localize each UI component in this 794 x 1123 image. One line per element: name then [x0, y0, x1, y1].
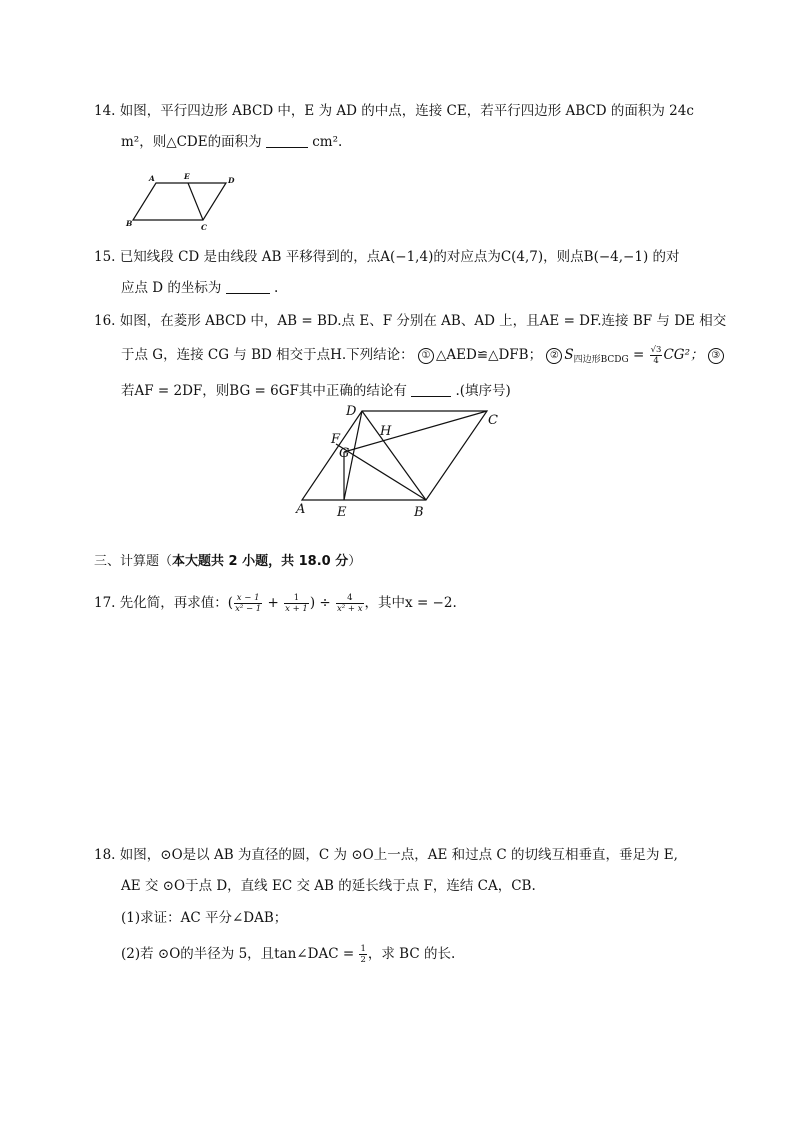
q18-text-4b: ，求 BC 的长. — [367, 946, 456, 962]
q14-label-E: E — [184, 172, 190, 181]
q18-text-1: 如图，⊙O是以 AB 为直径的圆，C 为 ⊙O上一点，AE 和过点 C 的切线互相垂直，垂足为 E, — [119, 847, 678, 863]
q18-line1 — [94, 845, 678, 865]
q16-label-B: B — [414, 505, 424, 520]
q16-text-3b: .(填序号) — [455, 383, 511, 399]
q15-text-1: 已知线段 CD 是由线段 AB 平移得到的，点A(−1,4)的对应点为C(4,7)，则点B(−4,−1) 的对 — [119, 249, 680, 265]
q18-text-2: AE 交 ⊙O于点 D，直线 EC 交 AB 的延长线于点 F，连结 CA，CB. — [121, 878, 536, 894]
q14-text-1: 如图，平行四边形 ABCD 中，E 为 AD 的中点，连接 CE，若平行四边形 ABCD 的面积为 24c — [119, 103, 694, 119]
q17-fraction-1 — [234, 593, 262, 614]
q16-rhombus-figure — [302, 411, 487, 500]
q15-line2 — [121, 278, 278, 298]
q17-f2-top: 1 — [284, 593, 309, 604]
q18-line3 — [121, 908, 287, 928]
q16-circle-1: ① — [418, 348, 434, 364]
q17-fraction-2 — [284, 593, 309, 614]
q15-number: 15. — [94, 249, 116, 265]
q14-text-2a: m²，则△CDE的面积为 — [121, 134, 262, 150]
section-3-bold: 本大题共 2 小题，共 18.0 分 — [172, 554, 349, 569]
q16-frac-bot: 4 — [653, 356, 659, 366]
q16-eq: = — [628, 347, 649, 363]
q17-fraction-3 — [336, 593, 364, 614]
q17-line — [94, 590, 457, 616]
q17-div: ) ÷ — [309, 595, 336, 611]
q16-label-H: H — [380, 424, 392, 439]
q14-label-D: D — [228, 176, 235, 185]
section-3-suffix: ） — [348, 554, 362, 569]
q16-text-2b: △AED≌△DFB； — [435, 347, 543, 363]
q16-line1 — [94, 311, 726, 331]
q17-f1-top: x − 1 — [234, 593, 262, 604]
q16-text-1: 如图，在菱形 ABCD 中，AB = BD.点 E、F 分别在 AB、AD 上，且AE = DF.连接 BF 与 DE 相交 — [119, 313, 727, 329]
q16-fraction — [650, 345, 663, 366]
q16-label-E: E — [337, 505, 347, 520]
q16-text-2a: 于点 G，连接 CG 与 BD 相交于点H.下列结论： — [121, 347, 414, 363]
q16-number: 16. — [94, 313, 116, 329]
q16-frac-top: √3 — [650, 345, 662, 355]
q16-line2 — [121, 345, 726, 370]
q16-text-2d: CG²； — [663, 347, 704, 363]
q17-text-a: 先化简，再求值：( — [119, 595, 234, 611]
q16-label-F: F — [331, 432, 341, 447]
section-3-heading — [94, 552, 361, 572]
q15-line1 — [94, 247, 680, 267]
q18-fraction — [359, 944, 366, 965]
q17-f2-bot: x + 1 — [285, 604, 308, 614]
q18-line2 — [121, 876, 536, 896]
q16-line3 — [121, 381, 511, 401]
q16-circle-3: ③ — [708, 348, 724, 364]
q16-subscript: 四边形BCDG — [573, 355, 629, 365]
q17-number: 17. — [94, 595, 116, 611]
q18-frac-bot: 2 — [360, 955, 366, 965]
q15-text-2a: 应点 D 的坐标为 — [121, 280, 222, 296]
section-3-prefix: 三、计算题（ — [94, 554, 173, 569]
q14-label-C: C — [201, 223, 207, 232]
q16-label-A: A — [296, 502, 306, 517]
q17-f3-bot: x² + x — [337, 604, 363, 614]
q17-plus: + — [263, 595, 284, 611]
q18-text-3: (1)求证：AC 平分∠DAB； — [121, 910, 288, 926]
q15-text-2b: . — [274, 280, 279, 296]
q16-text-2c: S — [564, 347, 574, 363]
q16-answer-blank[interactable] — [411, 382, 451, 397]
q18-number: 18. — [94, 847, 116, 863]
q16-label-G: G — [339, 446, 350, 461]
q14-label-B: B — [126, 219, 133, 228]
q16-label-D: D — [346, 404, 357, 419]
q16-text-3a: 若AF = 2DF，则BG = 6GF其中正确的结论有 — [121, 383, 407, 399]
q16-label-C: C — [488, 413, 498, 428]
q16-circle-2: ② — [546, 348, 562, 364]
q18-line4 — [121, 942, 455, 966]
q17-f3-top: 4 — [336, 593, 364, 604]
q14-label-A: A — [149, 174, 155, 183]
q15-answer-blank[interactable] — [226, 279, 270, 294]
q17-f1-bot: x² − 1 — [235, 604, 262, 614]
q14-number: 14. — [94, 103, 116, 119]
q17-text-b: ，其中x = −2. — [364, 595, 457, 611]
q18-frac-top: 1 — [360, 944, 366, 954]
q18-text-4a: (2)若 ⊙O的半径为 5，且tan∠DAC = — [121, 946, 359, 962]
q14-text-2b: cm². — [312, 134, 343, 150]
